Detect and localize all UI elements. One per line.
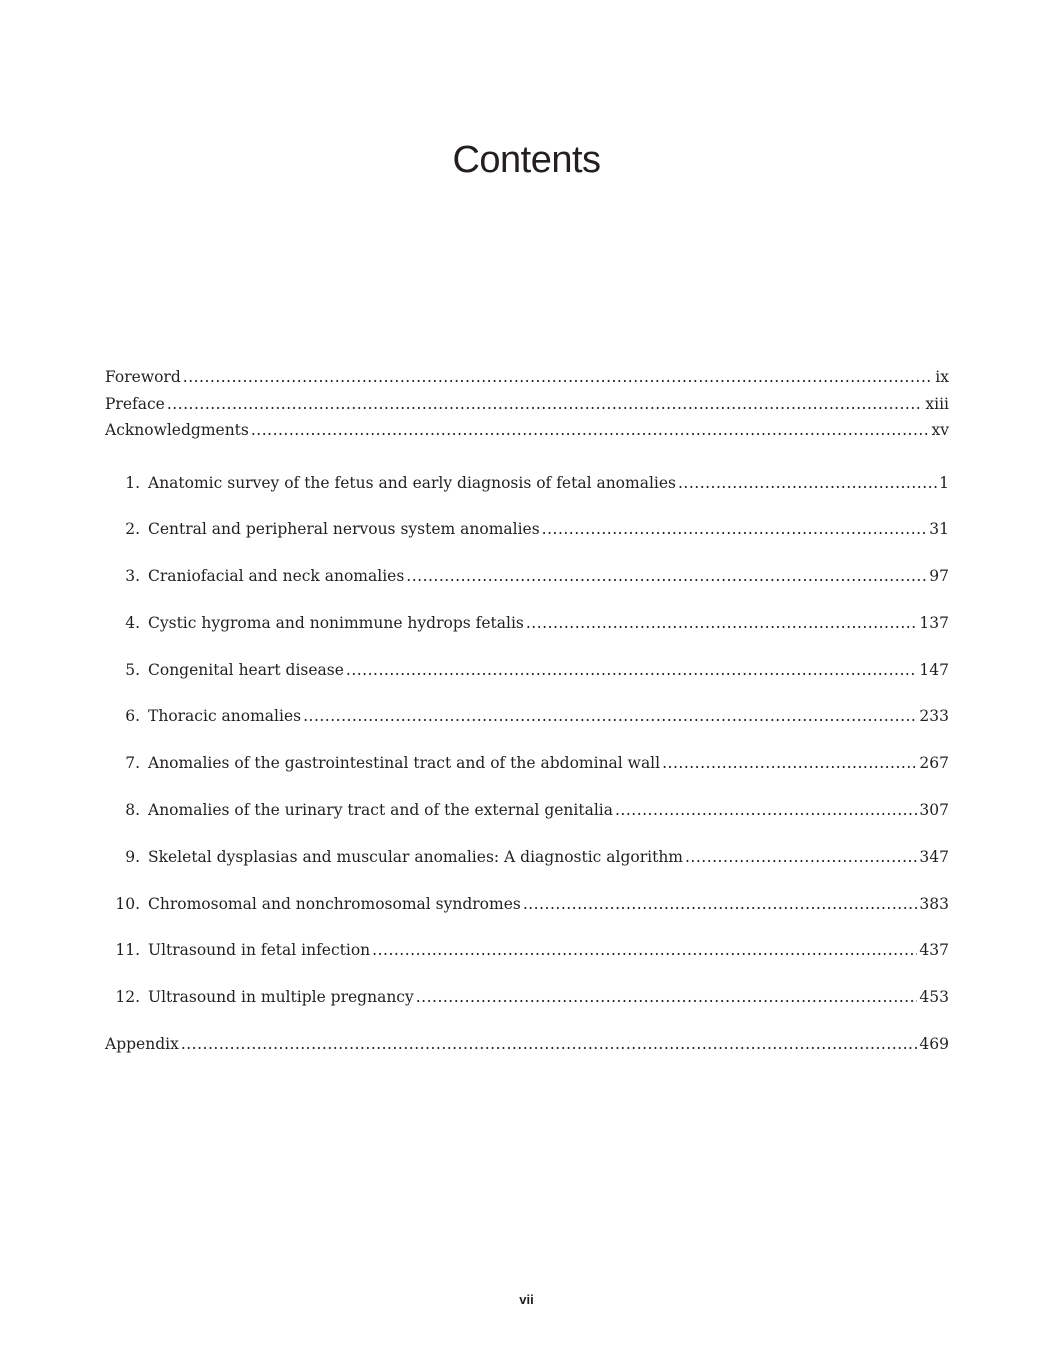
toc-entry-page: 267 (919, 754, 949, 773)
toc-entry-page: 31 (929, 520, 949, 539)
toc-entry-page: 147 (919, 660, 949, 679)
toc-entry-page: xiii (925, 394, 949, 413)
toc-entry-label: Appendix (105, 1035, 179, 1054)
chapter-list (105, 460, 949, 1022)
dot-leader (183, 364, 934, 391)
dot-leader (251, 417, 930, 444)
toc-entry-chapter-6[interactable] (105, 693, 949, 740)
dot-leader (406, 553, 927, 600)
toc-entry-label: Congenital heart disease (148, 660, 344, 679)
toc-entry-page: 97 (929, 567, 949, 586)
dot-leader (303, 693, 917, 740)
toc-entry-chapter-4[interactable] (105, 600, 949, 647)
toc-entry-chapter-5[interactable] (105, 647, 949, 694)
toc-entry-label: Anomalies of the gastrointestinal tract and of the abdominal wall (148, 754, 661, 773)
chapter-number: 1. (125, 473, 140, 492)
dot-leader (678, 460, 937, 507)
toc-entry-chapter-12[interactable] (105, 974, 949, 1021)
chapter-number: 9. (125, 847, 140, 866)
dot-leader (346, 647, 918, 694)
toc-entry-chapter-7[interactable] (105, 740, 949, 787)
toc-entry-chapter-9[interactable] (105, 834, 949, 881)
chapter-number: 11. (115, 941, 140, 960)
front-matter-list (105, 364, 949, 444)
chapter-number: 4. (125, 613, 140, 632)
dot-leader (416, 974, 918, 1021)
dot-leader (662, 740, 917, 787)
dot-leader (542, 506, 928, 553)
toc-entry-page: xv (931, 421, 949, 439)
toc-entry-chapter-3[interactable] (105, 553, 949, 600)
chapter-number: 10. (115, 894, 140, 913)
dot-leader (526, 600, 918, 647)
dot-leader (615, 787, 917, 834)
toc-entry-appendix[interactable] (105, 1021, 949, 1068)
toc-entry-page: 383 (919, 894, 949, 913)
toc-entry-label: Chromosomal and nonchromosomal syndromes (148, 894, 521, 913)
toc-entry-page: 1 (939, 473, 949, 492)
toc-entry-label: Skeletal dysplasias and muscular anomalies: A diagnostic algorithm (148, 847, 683, 866)
toc-entry-label: Anomalies of the urinary tract and of the external genitalia (148, 801, 613, 820)
toc-entry-label: Preface (105, 394, 165, 413)
dot-leader (685, 834, 917, 881)
dot-leader (167, 391, 924, 418)
chapter-number: 2. (125, 520, 140, 539)
dot-leader (523, 881, 918, 928)
toc-entry-label: Foreword (105, 368, 181, 386)
toc-entry-page: 469 (919, 1035, 949, 1054)
toc-entry-chapter-1[interactable] (105, 460, 949, 507)
toc-entry-chapter-2[interactable] (105, 506, 949, 553)
dot-leader (372, 927, 917, 974)
toc-entry-label: Acknowledgments (105, 421, 249, 439)
toc-entry-page: ix (935, 368, 949, 386)
toc-entry-preface[interactable] (105, 391, 949, 418)
toc-entry-page: 137 (919, 613, 949, 632)
toc-entry-label: Central and peripheral nervous system anomalies (148, 520, 540, 539)
toc-entry-acknowledgments[interactable] (105, 417, 949, 444)
chapter-number: 7. (125, 754, 140, 773)
toc-entry-chapter-8[interactable] (105, 787, 949, 834)
toc-entry-page: 347 (919, 847, 949, 866)
toc-entry-label: Thoracic anomalies (148, 707, 302, 726)
page-title: Contents (452, 139, 601, 181)
chapter-number: 5. (125, 660, 140, 679)
toc-entry-label: Ultrasound in multiple pregnancy (148, 988, 414, 1007)
toc-entry-label: Ultrasound in fetal infection (148, 941, 371, 960)
chapter-number: 6. (125, 707, 140, 726)
chapter-number: 12. (115, 988, 140, 1007)
toc-entry-label: Anatomic survey of the fetus and early diagnosis of fetal anomalies (148, 473, 676, 492)
toc-entry-page: 437 (919, 941, 949, 960)
chapter-number: 3. (125, 567, 140, 586)
table-of-contents (105, 364, 949, 1068)
toc-entry-label: Craniofacial and neck anomalies (148, 567, 405, 586)
toc-entry-page: 307 (919, 801, 949, 820)
toc-entry-foreword[interactable] (105, 364, 949, 391)
chapter-number: 8. (125, 801, 140, 820)
toc-entry-chapter-11[interactable] (105, 927, 949, 974)
page-number: vii (519, 1292, 534, 1307)
toc-entry-page: 233 (919, 707, 949, 726)
toc-entry-label: Cystic hygroma and nonimmune hydrops fetalis (148, 613, 524, 632)
dot-leader (181, 1021, 918, 1068)
toc-entry-chapter-10[interactable] (105, 881, 949, 928)
toc-entry-page: 453 (919, 988, 949, 1007)
back-matter-list (105, 1021, 949, 1068)
